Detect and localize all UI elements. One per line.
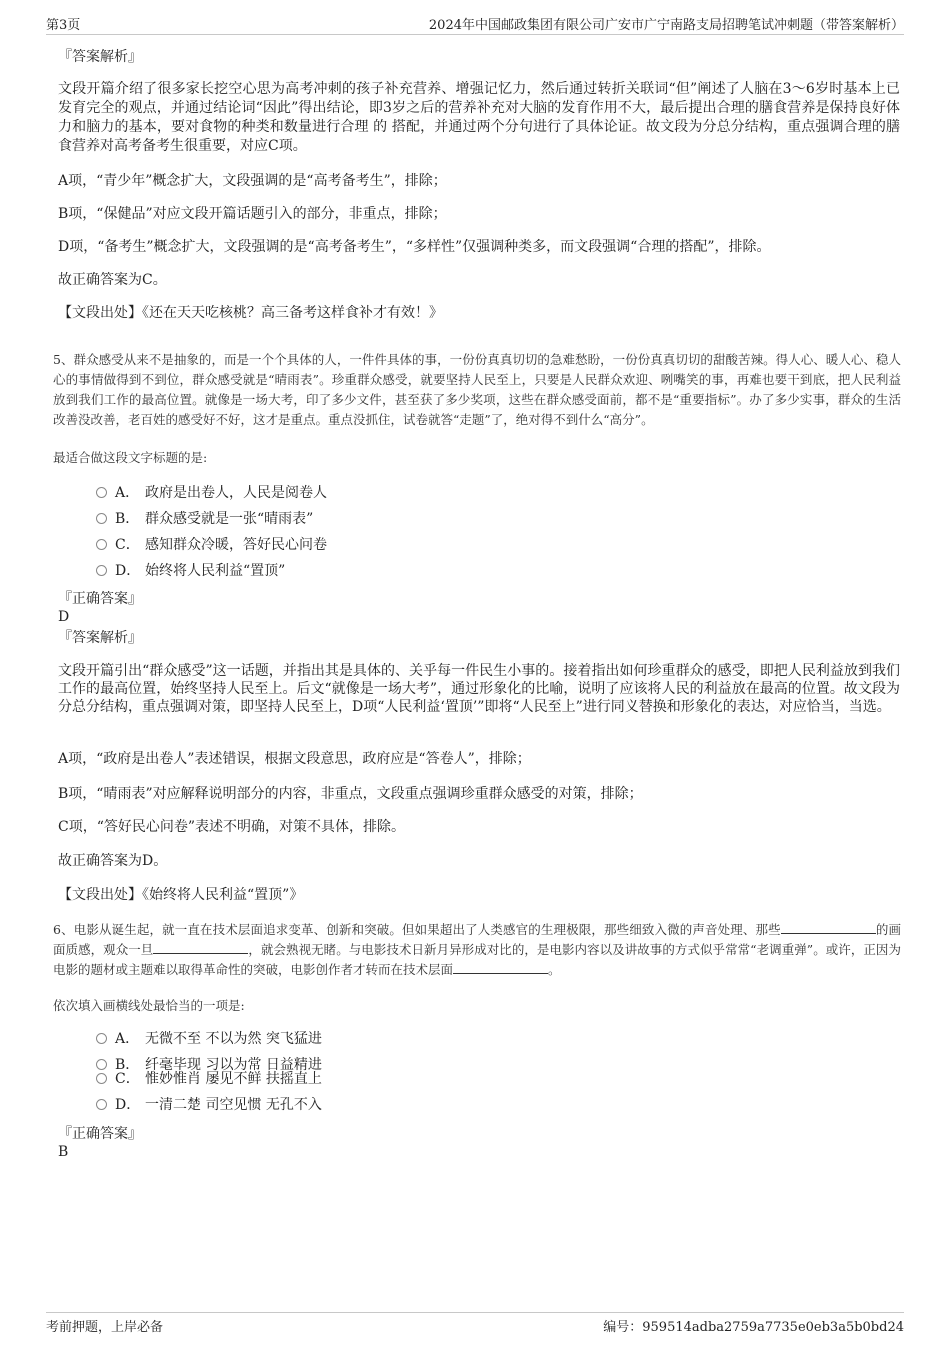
q5-prompt: 最适合做这段文字标题的是: (53, 450, 208, 465)
q6-option-d[interactable]: D． 一清二楚 司空见惯 无孔不入 (96, 1095, 322, 1115)
q5-analysis-label: 『答案解析』 (58, 630, 142, 646)
q6-option-c[interactable]: C． 惟妙惟肖 屡见不鲜 扶摇直上 (96, 1069, 322, 1089)
radio-icon[interactable] (96, 487, 107, 498)
q5-option-b[interactable]: B． 群众感受就是一张“晴雨表” (96, 509, 313, 529)
q5-option-c[interactable]: C． 感知群众冷暖，答好民心问卷 (96, 535, 327, 555)
q5-analysis-text: 文段开篇引出“群众感受”这一话题，并指出其是具体的、关乎每一件民生小事的。接着指出如何珍重群众的感受，即把人民利益放到我们工作的最高位置，始终坚持人民至上。后文“就像是一场大考”，通过形象化的比喻，说明了应该将人民的利益放在最高的位置。故文段为分总分结构，重点强调对策，即坚持人民至上，D项“人民利益‘置顶’”即将“人民至上”进行同义替换和形象化的表达，对应恰当，当选。 (58, 663, 900, 715)
radio-icon[interactable] (96, 1073, 107, 1084)
q4-conclusion: 故正确答案为C。 (58, 272, 167, 288)
q5-question: 5、群众感受从来不是抽象的，而是一个个具体的人，一件件具体的事，一份份真真切切的急难愁盼，一份份真真切切的甜酸苦辣。得人心、暖人心、稳人心的事情做得到不到位，群众感受就是“晴雨表”。珍重群众感受，就要坚持人民至上，只要是人民群众欢迎、咧嘴笑的事，再难也要干到底，把人民利益放到我们工作的最高位置。就像是一场大考，印了多少文件，甚至获了多少奖项，这些在群众感受面前，都不是“重要指标”。办了多少实事，群众的生活改善没改善，老百姓的感受好不好，这才是重点。重点没抓住，试卷就答“走题”了，绝对得不到什么“高分”。 (53, 352, 901, 427)
answer-blank (453, 961, 548, 974)
radio-icon[interactable] (96, 565, 107, 576)
q4-analysis-text: 文段开篇介绍了很多家长挖空心思为高考冲刺的孩子补充营养、增强记忆力，然后通过转折关联词“但”阐述了人脑在3～6岁时基本上已发育完全的观点，并通过结论词“因此”得出结论，即3岁之后的营养补充对大脑的发育作用不大，最后提出合理的膳食营养是保持良好体力和脑力的基本，要对食物的种类和数量进行合理 的 搭配，并通过两个分句进行了具体论证。故文段为分总分结构，重点强调合理的膳食营养对高考备考生很重要，对应C项。 (58, 81, 900, 154)
q5-conclusion: 故正确答案为D。 (58, 853, 168, 869)
q6-answer-label: 『正确答案』 (58, 1126, 142, 1142)
q6-prompt: 依次填入画横线处最恰当的一项是: (53, 998, 245, 1013)
page-header (46, 14, 904, 35)
q5-option-d[interactable]: D． 始终将人民利益“置顶” (96, 561, 285, 581)
answer-blank (781, 921, 876, 934)
q6-option-b[interactable]: B． 纤毫毕现 习以为常 日益精进 (96, 1055, 322, 1075)
radio-icon[interactable] (96, 1033, 107, 1044)
q5-answer-label: 『正确答案』 (58, 591, 142, 607)
q4-option-a-note: A项，“青少年”概念扩大，文段强调的是“高考备考生”，排除； (58, 173, 447, 189)
document-title: 2024年中国邮政集团有限公司广安市广宁南路支局招聘笔试冲刺题（带答案解析） (428, 18, 904, 33)
q6-option-a[interactable]: A． 无微不至 不以为然 突飞猛进 (96, 1029, 322, 1049)
footer-slogan: 考前押题，上岸必备 (46, 1320, 164, 1335)
radio-icon[interactable] (96, 1099, 107, 1110)
q4-option-d-note: D项，“备考生”概念扩大，文段强调的是“高考备考生”，“多样性”仅强调种类多，而文段强调“合理的搭配”，排除。 (58, 239, 771, 255)
radio-icon[interactable] (96, 1059, 107, 1070)
radio-icon[interactable] (96, 539, 107, 550)
page-number: 第3页 (46, 18, 81, 33)
q5-option-a[interactable]: A． 政府是出卷人，人民是阅卷人 (96, 483, 327, 503)
q5-answer: D (58, 609, 70, 625)
document-id: 编号：959514adba2759a7735e0eb3a5b0bd24 (603, 1320, 904, 1335)
q6-question: 6、电影从诞生起，就一直在技术层面追求变革、创新和突破。但如果超出了人类感官的生理极限，那些细致入微的声音处理、那些 的画面质感，观众一旦 ，就会熟视无睹。与电影技术日新月异形成对比的，是电影内容以及讲故事的方式似乎常常“老调重弹”。或许，正因为电影的题材或主题难以取得革命性的突破，电影创作者才转而在技术层面 。 (53, 922, 901, 977)
q4-analysis-label: 『答案解析』 (58, 49, 142, 65)
answer-blank (153, 941, 248, 954)
page-footer (46, 1312, 904, 1337)
radio-icon[interactable] (96, 513, 107, 524)
q5-option-a-note: A项，“政府是出卷人”表述错误，根据文段意思，政府应是“答卷人”，排除； (58, 751, 531, 767)
q5-source: 【文段出处】《始终将人民利益“置顶”》 (58, 887, 304, 903)
q4-source: 【文段出处】《还在天天吃核桃？高三备考这样食补才有效！》 (58, 305, 443, 321)
q5-option-b-note: B项，“晴雨表”对应解释说明部分的内容，非重点，文段重点强调珍重群众感受的对策，排除； (58, 786, 643, 802)
q6-answer: B (58, 1144, 69, 1160)
q4-option-b-note: B项，“保健品”对应文段开篇话题引入的部分，非重点，排除； (58, 206, 447, 222)
q5-option-c-note: C项，“答好民心问卷”表述不明确，对策不具体，排除。 (58, 819, 406, 835)
